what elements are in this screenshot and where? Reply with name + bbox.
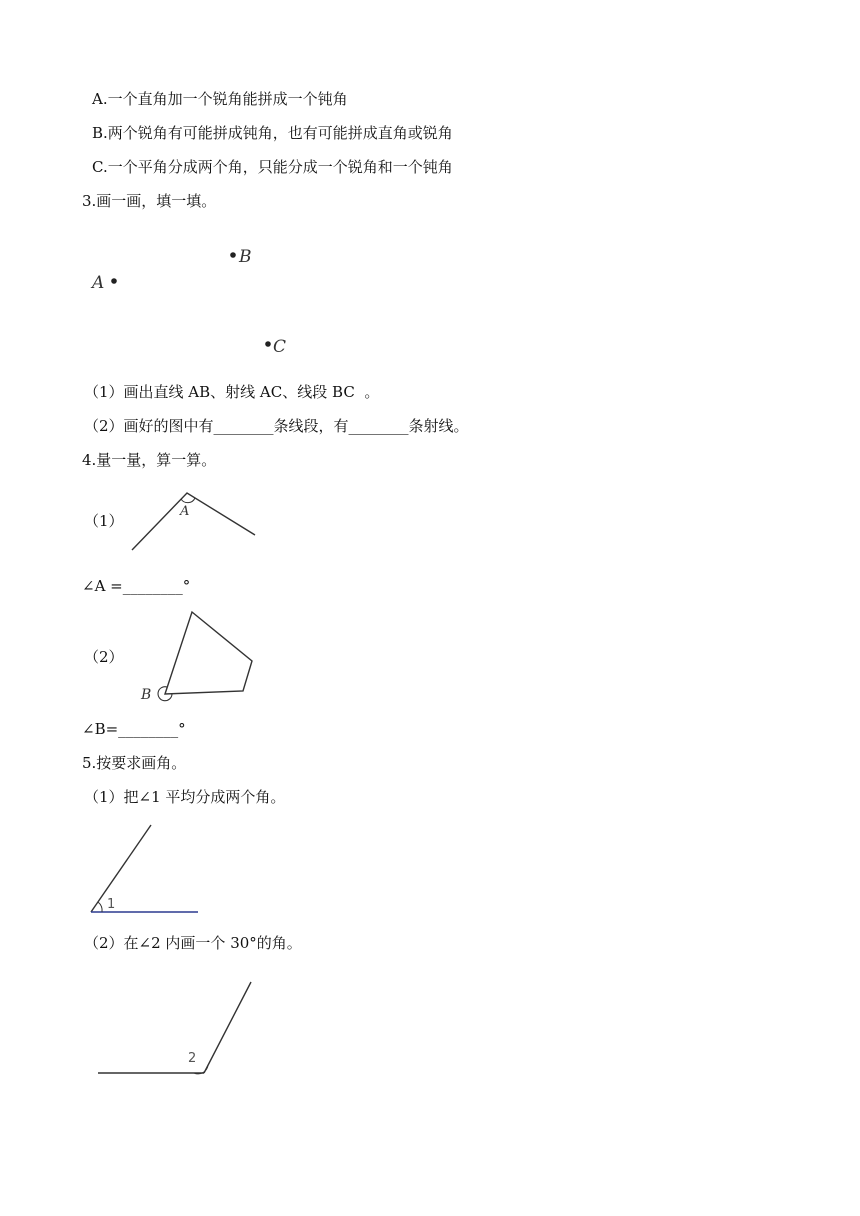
angle-2-label: 2 bbox=[188, 1051, 197, 1066]
option-c: C.一个平角分成两个角，只能分成一个锐角和一个钝角 bbox=[92, 158, 453, 176]
q4-sub2-label: （2） bbox=[84, 648, 124, 666]
point-c-label: C bbox=[273, 337, 287, 357]
angle-b-label: B bbox=[141, 687, 152, 703]
q4-answer1: ∠A =________° bbox=[82, 577, 191, 595]
q5-sub2: （2）在∠2 内画一个 30°的角。 bbox=[84, 934, 302, 952]
point-a-label: A bbox=[92, 273, 105, 293]
point-b-label: B bbox=[239, 247, 252, 267]
q4-title: 4.量一量，算一算。 bbox=[82, 451, 217, 469]
q3-sub1: （1）画出直线 AB、射线 AC、线段 BC 。 bbox=[84, 383, 380, 401]
point-b-dot bbox=[230, 252, 236, 258]
angle-1-label: 1 bbox=[107, 897, 116, 912]
quadrilateral-b-figure bbox=[135, 605, 260, 705]
q3-title: 3.画一画，填一填。 bbox=[82, 192, 217, 210]
option-b: B.两个锐角有可能拼成钝角，也有可能拼成直角或锐角 bbox=[92, 124, 453, 142]
point-a-dot bbox=[111, 278, 117, 284]
angle-2-figure bbox=[90, 975, 260, 1085]
q3-points-figure bbox=[80, 235, 320, 365]
angle-a-figure bbox=[125, 485, 265, 557]
q4-answer2: ∠B=________° bbox=[82, 720, 186, 738]
q3-sub2: （2）画好的图中有________条线段，有________条射线。 bbox=[84, 417, 469, 435]
option-a: A.一个直角加一个锐角能拼成一个钝角 bbox=[92, 90, 348, 108]
q5-sub1: （1）把∠1 平均分成两个角。 bbox=[84, 788, 286, 806]
q5-title: 5.按要求画角。 bbox=[82, 754, 187, 772]
point-c-dot bbox=[265, 341, 271, 347]
angle-a-label: A bbox=[180, 504, 190, 519]
q4-sub1-label: （1） bbox=[84, 512, 124, 530]
angle-1-figure bbox=[85, 820, 205, 920]
